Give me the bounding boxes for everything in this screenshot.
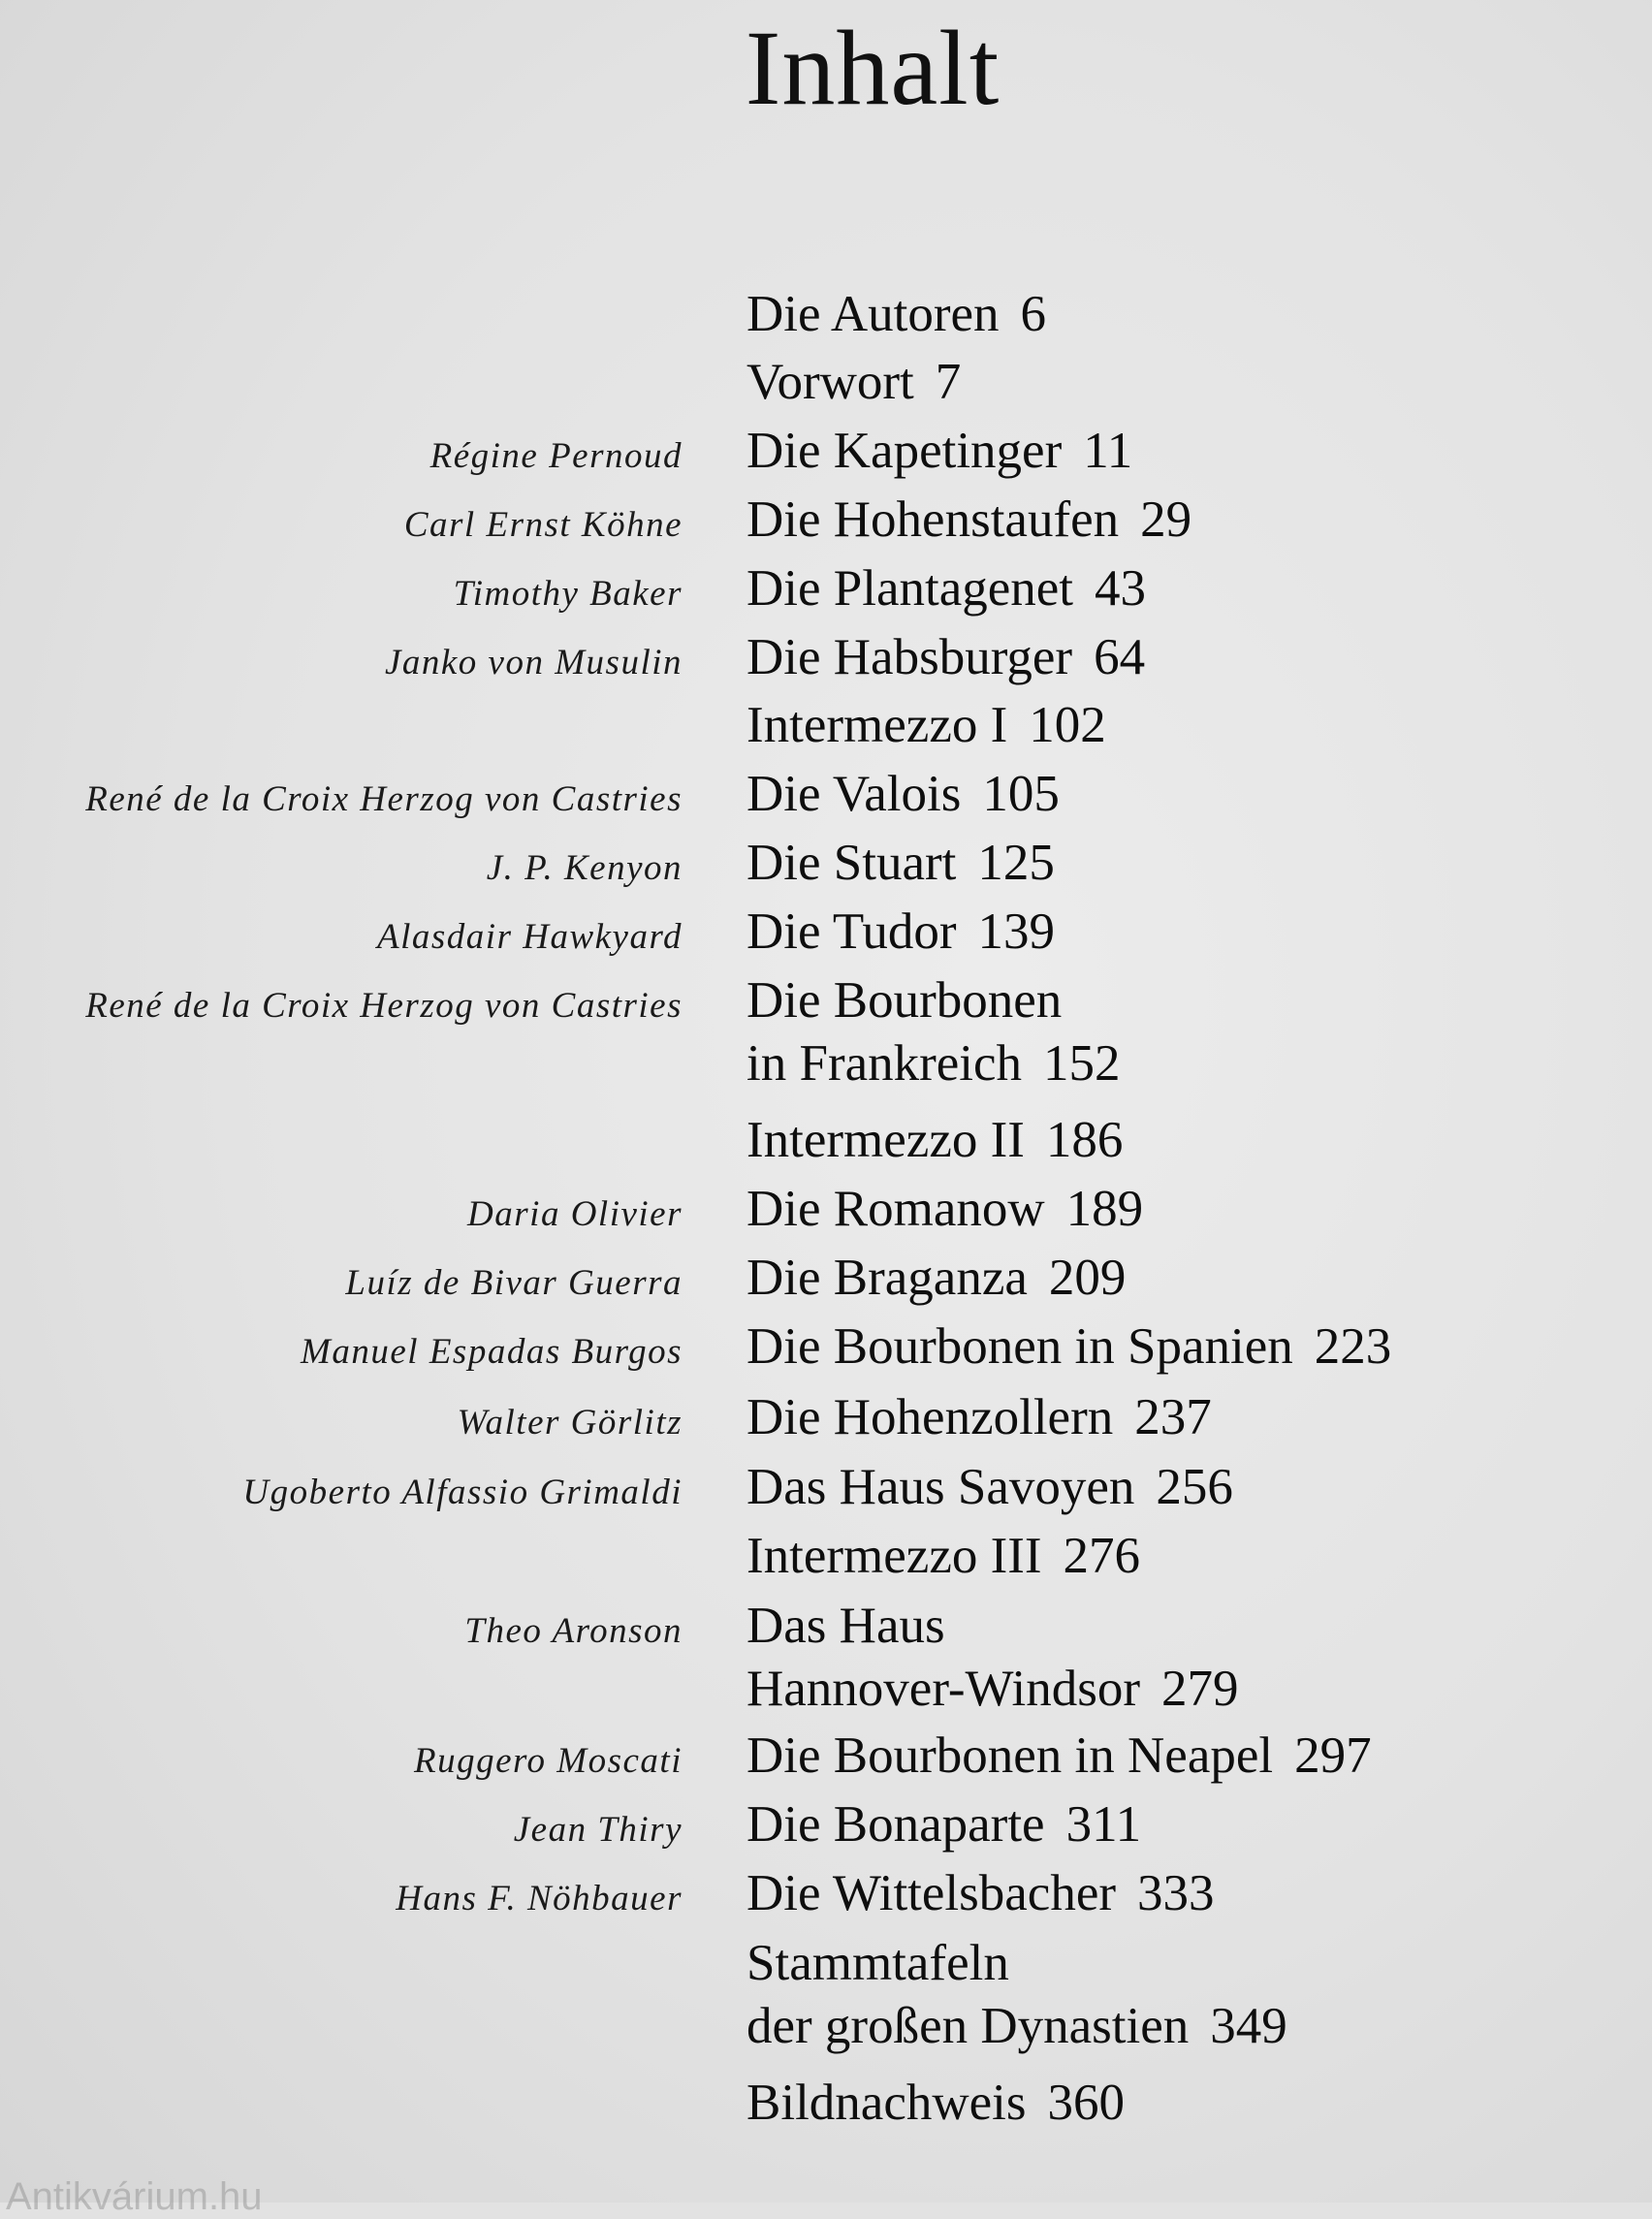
- toc-page-number: 43: [1095, 560, 1147, 617]
- toc-author: Régine Pernoud: [429, 436, 683, 476]
- toc-chapter-line: [747, 901, 1055, 964]
- toc-chapter-title: Intermezzo II: [747, 1112, 1025, 1168]
- toc-chapter-title: Die Wittelsbacher: [747, 1865, 1116, 1921]
- toc-chapter-title: Die Kapetinger: [747, 423, 1063, 479]
- toc-chapter-line: [747, 626, 1145, 689]
- toc-author: Walter Görlitz: [457, 1403, 683, 1442]
- toc-page-number: 279: [1160, 1661, 1239, 1717]
- toc-chapter-title: Die Stuart: [747, 835, 957, 891]
- toc-chapter-line: [747, 1995, 1287, 2058]
- toc-chapter-title: Die Hohenstaufen: [747, 491, 1120, 548]
- toc-chapter-title: Das Haus Savoyen: [747, 1459, 1135, 1515]
- toc-page-number: 152: [1043, 1035, 1121, 1092]
- toc-page-number: 276: [1063, 1528, 1141, 1584]
- toc-page-number: 189: [1065, 1181, 1144, 1237]
- page-title: Inhalt: [745, 9, 1001, 127]
- toc-page-number: 311: [1065, 1796, 1142, 1853]
- toc-chapter-line: [747, 351, 961, 414]
- toc-chapter-line: [747, 1247, 1126, 1310]
- toc-page-number: 29: [1140, 491, 1192, 548]
- toc-chapter-title: Die Bonaparte: [747, 1796, 1045, 1853]
- toc-page-number: 333: [1137, 1865, 1215, 1921]
- toc-chapter-title: Die Tudor: [747, 903, 957, 960]
- toc-author: Timothy Baker: [453, 574, 683, 614]
- toc-chapter-title: Intermezzo I: [747, 697, 1008, 753]
- toc-page-number: 209: [1048, 1250, 1127, 1306]
- toc-page-number: 139: [977, 903, 1055, 960]
- toc-author: Jean Thiry: [513, 1810, 683, 1850]
- toc-chapter-line: [747, 420, 1132, 483]
- toc-chapter-line: [747, 1032, 1121, 1095]
- toc-chapter-line: [747, 1658, 1238, 1721]
- toc-page-number: 237: [1134, 1389, 1212, 1445]
- toc-chapter-line: [747, 557, 1146, 620]
- toc-chapter-line: [747, 1932, 1031, 1995]
- toc-chapter-line: [747, 1316, 1391, 1379]
- toc-chapter-title: Intermezzo III: [747, 1528, 1042, 1584]
- toc-chapter-title: Hannover-Windsor: [747, 1661, 1140, 1717]
- toc-page-number: 186: [1045, 1112, 1124, 1168]
- toc-chapter-title: Die Hohenzollern: [747, 1389, 1114, 1445]
- toc-author: Ruggero Moscati: [413, 1741, 683, 1781]
- toc-chapter-line: [747, 1386, 1212, 1449]
- toc-chapter-line: [747, 1793, 1141, 1856]
- toc-chapter-title: Die Bourbonen: [747, 972, 1063, 1029]
- toc-chapter-title: Die Romanow: [747, 1181, 1045, 1237]
- toc-chapter-title: Die Bourbonen in Spanien: [747, 1318, 1293, 1375]
- toc-author: Carl Ernst Köhne: [403, 505, 683, 545]
- toc-author: Manuel Espadas Burgos: [301, 1332, 683, 1372]
- toc-chapter-line: [747, 1595, 967, 1658]
- toc-chapter-line: [747, 1862, 1215, 1925]
- toc-page-number: 102: [1029, 697, 1106, 753]
- toc-chapter-title: Die Braganza: [747, 1250, 1028, 1306]
- toc-chapter-title: Die Habsburger: [747, 629, 1073, 685]
- toc-chapter-title: Die Bourbonen in Neapel: [747, 1728, 1274, 1784]
- toc-author: Janko von Musulin: [384, 643, 683, 682]
- toc-chapter-line: [747, 832, 1055, 895]
- toc-page-number: 7: [935, 354, 962, 410]
- toc-chapter-title: Das Haus: [747, 1598, 945, 1654]
- toc-chapter-line: [747, 1456, 1233, 1519]
- toc-chapter-line: [747, 1109, 1123, 1172]
- toc-chapter-line: [747, 283, 1046, 346]
- toc-chapter-line: [747, 694, 1106, 757]
- toc-chapter-line: [747, 2072, 1125, 2135]
- toc-page-number: 349: [1210, 1998, 1287, 2054]
- watermark: Antikvárium.hu: [6, 2175, 263, 2218]
- toc-author: Alasdair Hawkyard: [377, 917, 683, 957]
- toc-page-number: 223: [1314, 1318, 1392, 1375]
- toc-page-number: 11: [1083, 423, 1133, 479]
- toc-author: Hans F. Nöhbauer: [396, 1879, 683, 1918]
- toc-page-number: 297: [1294, 1728, 1372, 1784]
- toc-chapter-title: Vorwort: [747, 354, 914, 410]
- toc-chapter-title: Die Autoren: [747, 286, 1000, 342]
- toc-chapter-line: [747, 763, 1060, 826]
- toc-chapter-title: Stammtafeln: [747, 1935, 1009, 1991]
- toc-author: Luíz de Bivar Guerra: [345, 1263, 683, 1303]
- toc-author: René de la Croix Herzog von Castries: [85, 986, 683, 1026]
- toc-author: Daria Olivier: [467, 1194, 683, 1234]
- toc-chapter-line: [747, 489, 1191, 552]
- toc-chapter-title: Bildnachweis: [747, 2075, 1027, 2131]
- toc-chapter-title: der großen Dynastien: [747, 1998, 1190, 2054]
- toc-page-number: 256: [1156, 1459, 1233, 1515]
- toc-page-number: 360: [1047, 2075, 1125, 2131]
- toc-page-number: 64: [1094, 629, 1146, 685]
- toc-page-number: 125: [977, 835, 1055, 891]
- toc-page-number: 6: [1020, 286, 1047, 342]
- toc-chapter-title: Die Valois: [747, 766, 962, 822]
- toc-chapter-line: [747, 1525, 1140, 1588]
- toc-page-number: 105: [982, 766, 1060, 822]
- toc-chapter-line: [747, 969, 1083, 1032]
- toc-author: J. P. Kenyon: [486, 848, 683, 888]
- toc-chapter-line: [747, 1178, 1143, 1241]
- toc-chapter-line: [747, 1725, 1372, 1788]
- toc-author: René de la Croix Herzog von Castries: [85, 779, 683, 819]
- toc-chapter-title: in Frankreich: [747, 1035, 1023, 1092]
- toc-author: Theo Aronson: [464, 1611, 683, 1651]
- toc-author: Ugoberto Alfassio Grimaldi: [242, 1473, 683, 1512]
- toc-chapter-title: Die Plantagenet: [747, 560, 1074, 617]
